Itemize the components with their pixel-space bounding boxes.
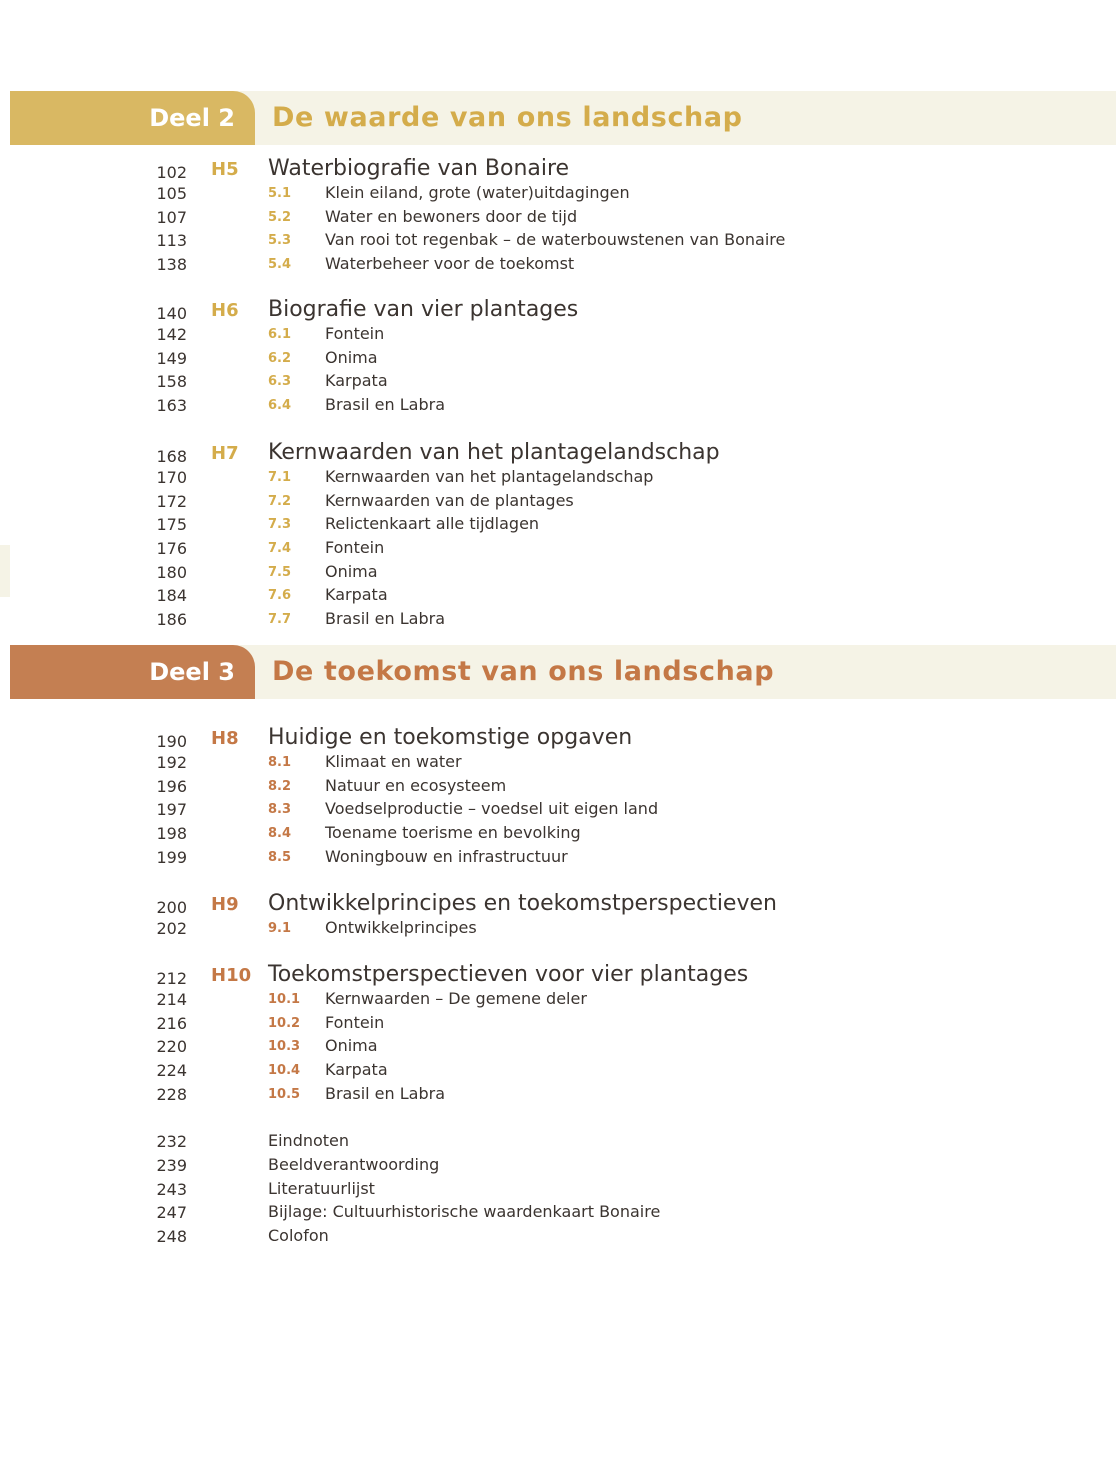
chapter-h6: [0, 297, 1116, 419]
page-number: 190: [156, 732, 187, 751]
section-row[interactable]: [0, 183, 1116, 207]
section-row[interactable]: [0, 989, 1116, 1013]
page-number: 105: [156, 184, 187, 203]
section-code: 10.4: [268, 1063, 301, 1079]
section-title: Onima: [325, 561, 378, 581]
section-title: Relictenkaart alle tijdlagen: [325, 514, 540, 534]
back-matter-row[interactable]: [0, 1131, 1116, 1155]
page-number: 184: [156, 586, 187, 606]
page-number: 214: [156, 990, 187, 1009]
page-number: 232: [156, 1132, 187, 1151]
section-code: 6.3: [268, 374, 292, 390]
chapter-h5: [0, 156, 1116, 278]
back-matter-row[interactable]: [0, 1202, 1116, 1226]
page-number: 175: [156, 515, 187, 535]
section-code: 6.2: [268, 350, 292, 366]
part-label: Deel 2: [149, 104, 235, 132]
section-row[interactable]: [0, 207, 1116, 231]
section-code: 5.2: [268, 209, 292, 225]
page-number: 172: [156, 491, 187, 511]
section-row[interactable]: [0, 395, 1116, 419]
section-code: 6.1: [268, 327, 292, 342]
page-number: 168: [156, 447, 187, 466]
section-row[interactable]: [0, 348, 1116, 372]
page-number: 197: [156, 800, 187, 820]
section-code: 10.3: [268, 1039, 301, 1055]
section-code: 8.2: [268, 778, 292, 794]
section-code: 8.1: [268, 755, 292, 770]
back-matter-title: Literatuurlijst: [268, 1178, 375, 1198]
section-code: 5.3: [268, 233, 292, 249]
page-number: 239: [156, 1155, 187, 1175]
back-matter-title: Beeldverantwoording: [268, 1154, 440, 1174]
section-title: Ontwikkelprincipes: [325, 918, 477, 937]
page-number: 198: [156, 824, 187, 844]
section-row[interactable]: [0, 324, 1116, 348]
chapter-row[interactable]: [0, 725, 1116, 752]
part-title: De toekomst van ons landschap: [272, 656, 775, 687]
section-code: 7.3: [268, 517, 292, 533]
part-label-tab: [10, 91, 255, 145]
section-title: Klein eiland, grote (water)uitdagingen: [325, 183, 630, 202]
page-number: 196: [156, 776, 187, 796]
section-title: Brasil en Labra: [325, 609, 445, 629]
section-code: 7.7: [268, 612, 292, 628]
section-row[interactable]: [0, 847, 1116, 871]
section-title: Kernwaarden – De gemene deler: [325, 989, 587, 1008]
section-row[interactable]: [0, 752, 1116, 776]
section-row[interactable]: [0, 799, 1116, 823]
section-row[interactable]: [0, 585, 1116, 609]
section-code: 7.2: [268, 493, 292, 509]
page-number: 138: [156, 255, 187, 275]
chapter-title: Huidige en toekomstige opgaven: [268, 725, 633, 750]
back-matter-row[interactable]: [0, 1226, 1116, 1250]
section-title: Kernwaarden van de plantages: [325, 490, 574, 510]
part-title: De waarde van ons landschap: [272, 102, 743, 133]
section-title: Kernwaarden van het plantagelandschap: [325, 467, 654, 486]
back-matter-title: Bijlage: Cultuurhistorische waardenkaart Bonaire: [268, 1202, 661, 1222]
section-code: 7.6: [268, 588, 292, 604]
page-number: 212: [156, 969, 187, 988]
part-label: Deel 3: [149, 658, 235, 686]
section-row[interactable]: [0, 1060, 1116, 1084]
chapter-h9: [0, 891, 1116, 942]
page-number: 142: [156, 325, 187, 344]
page-number: 102: [156, 163, 187, 182]
page-number: 107: [156, 207, 187, 227]
section-row[interactable]: [0, 230, 1116, 254]
part-header-deel-3: [10, 645, 1116, 699]
section-title: Toename toerisme en bevolking: [325, 823, 581, 843]
section-title: Karpata: [325, 585, 388, 605]
chapter-code: H8: [211, 728, 239, 749]
section-title: Brasil en Labra: [325, 1083, 445, 1103]
section-row[interactable]: [0, 467, 1116, 491]
page-number: 220: [156, 1037, 187, 1057]
chapter-code: H9: [211, 894, 239, 915]
chapter-code: H5: [211, 159, 239, 180]
section-code: 10.5: [268, 1086, 301, 1102]
chapter-title: Waterbiografie van Bonaire: [268, 156, 570, 181]
section-code: 7.1: [268, 470, 292, 485]
part-header-deel-2: [10, 91, 1116, 145]
section-title: Brasil en Labra: [325, 395, 445, 415]
page-number: 216: [156, 1013, 187, 1033]
chapter-title: Kernwaarden van het plantagelandschap: [268, 440, 720, 465]
section-row[interactable]: [0, 918, 1116, 942]
page-number: 248: [156, 1227, 187, 1247]
section-title: Woningbouw en infrastructuur: [325, 846, 568, 866]
section-code: 8.5: [268, 849, 292, 865]
back-matter-row[interactable]: [0, 1155, 1116, 1179]
chapter-row[interactable]: [0, 891, 1116, 918]
section-title: Fontein: [325, 538, 385, 558]
section-code: 5.1: [268, 186, 292, 201]
section-row[interactable]: [0, 371, 1116, 395]
section-title: Klimaat en water: [325, 752, 462, 771]
page-number: 180: [156, 562, 187, 582]
page-number: 113: [156, 231, 187, 251]
chapter-title: Ontwikkelprincipes en toekomstperspectieven: [268, 891, 777, 916]
chapter-row[interactable]: [0, 440, 1116, 467]
chapter-h10: [0, 962, 1116, 1107]
section-code: 7.5: [268, 564, 292, 580]
section-row[interactable]: [0, 254, 1116, 278]
chapter-row[interactable]: [0, 962, 1116, 989]
section-row[interactable]: [0, 1036, 1116, 1060]
section-row[interactable]: [0, 609, 1116, 633]
section-title: Karpata: [325, 371, 388, 391]
page-number: 140: [156, 304, 187, 323]
chapter-row[interactable]: [0, 156, 1116, 183]
section-code: 10.1: [268, 992, 301, 1007]
page-number: 247: [156, 1203, 187, 1223]
section-code: 8.3: [268, 802, 292, 818]
chapter-h7: [0, 440, 1116, 633]
section-row[interactable]: [0, 514, 1116, 538]
section-title: Onima: [325, 347, 378, 367]
section-code: 8.4: [268, 826, 292, 842]
chapter-title: Toekomstperspectieven voor vier plantages: [268, 962, 749, 987]
section-row[interactable]: [0, 823, 1116, 847]
page-number: 228: [156, 1084, 187, 1104]
page-number: 163: [156, 396, 187, 416]
section-row[interactable]: [0, 776, 1116, 800]
page-number: 199: [156, 847, 187, 867]
section-title: Natuur en ecosysteem: [325, 775, 507, 795]
section-title: Karpata: [325, 1060, 388, 1080]
back-matter-title: Colofon: [268, 1226, 329, 1246]
page-number: 200: [156, 898, 187, 917]
section-code: 7.4: [268, 541, 292, 557]
chapter-code: H6: [211, 300, 239, 321]
chapter-code: H7: [211, 443, 239, 464]
section-row[interactable]: [0, 1084, 1116, 1108]
section-title: Fontein: [325, 1012, 385, 1032]
back-matter-row[interactable]: [0, 1179, 1116, 1203]
chapter-title: Biografie van vier plantages: [268, 297, 579, 322]
section-row[interactable]: [0, 1013, 1116, 1037]
section-row[interactable]: [0, 562, 1116, 586]
part-label-tab: [10, 645, 255, 699]
page-number: 202: [156, 919, 187, 938]
page-number: 149: [156, 348, 187, 368]
section-title: Waterbeheer voor de toekomst: [325, 254, 575, 274]
chapter-row[interactable]: [0, 297, 1116, 324]
section-code: 9.1: [268, 921, 292, 936]
section-row[interactable]: [0, 538, 1116, 562]
section-title: Fontein: [325, 324, 385, 343]
page-number: 170: [156, 468, 187, 487]
section-row[interactable]: [0, 491, 1116, 515]
page-number: 176: [156, 539, 187, 559]
section-code: 6.4: [268, 398, 292, 414]
section-title: Van rooi tot regenbak – de waterbouwstenen van Bonaire: [325, 230, 786, 250]
page-number: 192: [156, 753, 187, 772]
section-code: 10.2: [268, 1015, 301, 1031]
section-title: Onima: [325, 1036, 378, 1056]
back-matter-list: [0, 1131, 1116, 1250]
section-code: 5.4: [268, 257, 292, 273]
page-number: 186: [156, 610, 187, 630]
page-number: 224: [156, 1061, 187, 1081]
chapter-code: H10: [211, 965, 252, 986]
back-matter-title: Eindnoten: [268, 1131, 350, 1150]
chapter-h8: [0, 725, 1116, 870]
section-title: Voedselproductie – voedsel uit eigen land: [325, 799, 659, 819]
section-title: Water en bewoners door de tijd: [325, 206, 578, 226]
page-number: 158: [156, 372, 187, 392]
page-number: 243: [156, 1179, 187, 1199]
